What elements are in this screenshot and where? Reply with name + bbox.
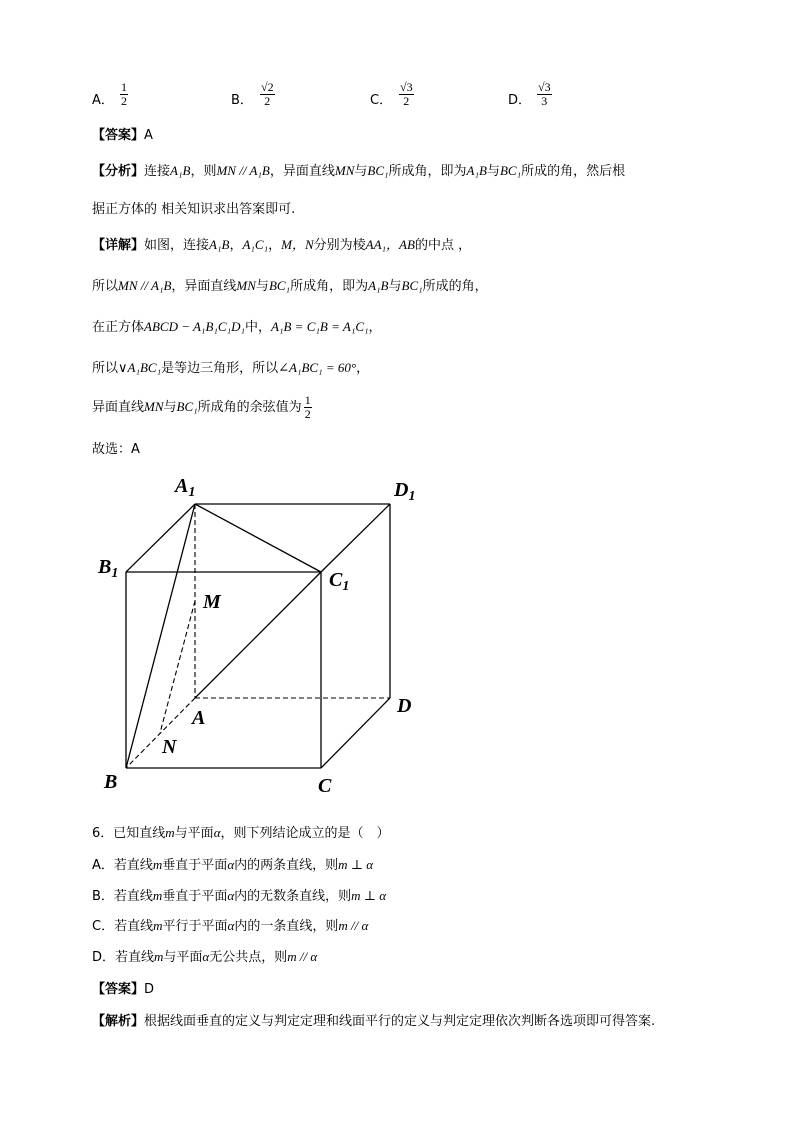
option-c-fraction: $\frac{√3}{2}$ — [400, 80, 413, 108]
option-c-label: C． — [370, 93, 393, 108]
edge-c-d — [321, 698, 390, 768]
question-6-option-a: A．若直线m垂直于平面α内的两条直线，则m ⊥ α — [92, 857, 374, 873]
option-b-fraction: $\frac{√2}{2}$ — [261, 80, 274, 108]
label-b: B — [104, 771, 118, 793]
question-6-answer: 【答案】D — [92, 982, 155, 997]
label-m: M — [203, 591, 221, 613]
label-c1: $C_1$ — [329, 569, 350, 594]
answer-5: 【答案】A — [92, 128, 153, 143]
edge-a1-b1 — [126, 504, 195, 572]
label-a1: $A_1$ — [175, 475, 196, 500]
cosine-fraction: $\frac{1}{2}$ — [304, 393, 311, 421]
detail-line-2: 所以MN // A₁B，异面直线MN与BC₁所成角，即为A₁B与BC₁所成的角， — [92, 278, 488, 294]
label-n: N — [162, 736, 177, 758]
detail-line-6: 故选：A — [92, 442, 140, 457]
detail-line-3: 在正方体ABCD − A₁B₁C₁D₁中，A₁B = C₁B = A₁C₁， — [92, 319, 382, 335]
question-6-analysis: 【解析】根据线面垂直的定义与判定定理和线面平行的定义与判定定理依次判断各选项即可得答案. — [92, 1014, 656, 1029]
edge-a1-c1 — [195, 504, 321, 572]
detail-line-1: 【详解】如图，连接A₁B，A₁C₁，M，N分别为棱AA₁，AB的中点 ， — [92, 237, 472, 253]
prev-options-row — [92, 80, 572, 114]
cube-figure — [90, 468, 430, 798]
analysis-5-line-2: 据正方体的 相关知识求出答案即可. — [92, 202, 296, 217]
option-a-fraction: $\frac{1}{2}$ — [121, 80, 127, 108]
option-d-fraction: $\frac{√3}{3}$ — [538, 80, 551, 108]
label-d: D — [397, 695, 412, 717]
question-6-option-d: D．若直线m与平面α无公共点，则m // α — [92, 949, 318, 965]
detail-line-4: 所以∨A₁BC₁是等边三角形，所以∠A₁BC₁ = 60°， — [92, 360, 370, 376]
option-a-label: A． — [92, 93, 114, 108]
option-d-label: D． — [508, 93, 532, 108]
question-6-stem: 6．已知直线m与平面α，则下列结论成立的是（ ） — [92, 825, 390, 841]
label-c: C — [318, 775, 332, 797]
question-6-option-b: B．若直线m垂直于平面α内的无数条直线，则m ⊥ α — [92, 888, 387, 904]
segment-m-n — [160, 601, 195, 733]
label-d1: $D_1$ — [394, 479, 416, 504]
option-b-label: B． — [231, 93, 253, 108]
detail-line-5: 异面直线MN与BC₁所成角的余弦值为 $\frac{1}{2}$ — [92, 393, 311, 421]
edge-d1-c1 — [321, 504, 390, 572]
label-a: A — [192, 707, 206, 729]
question-6-option-c: C．若直线m平行于平面α内的一条直线，则m // α — [92, 918, 369, 934]
analysis-5-line-1: 【分析】连接A₁B，则MN // A₁B，异面直线MN与BC₁所成角，即为A₁B与BC₁所成的角，然后根 — [92, 163, 626, 179]
edge-b-a1 — [126, 504, 195, 768]
label-b1: $B_1$ — [98, 556, 119, 581]
